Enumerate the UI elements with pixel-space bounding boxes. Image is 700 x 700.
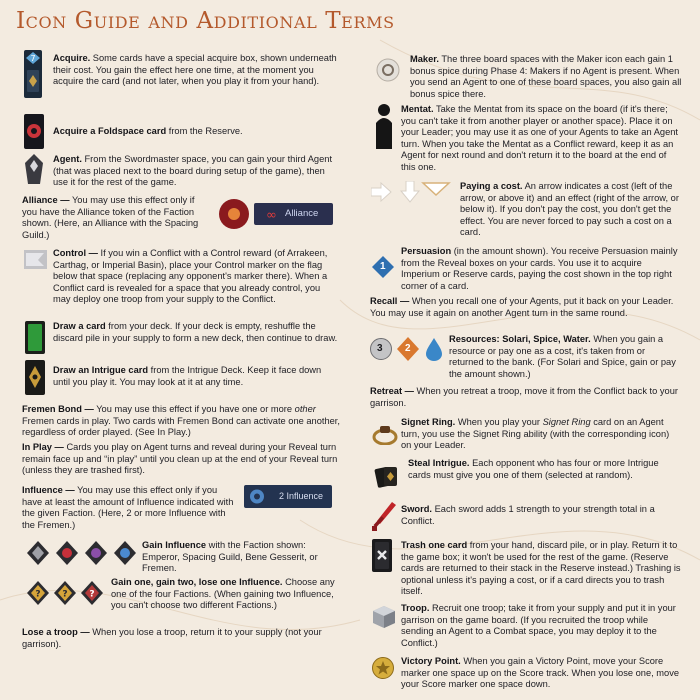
spice-amount: 2 (405, 343, 411, 354)
term-mentat: Mentat. Take the Mentat from its space on the board (if it's there; you can't take it from another player or another space). Place it on your Leader; you may use it as one of your Agents to take an Agent turn. When you take the Mentat as a Conflict reward, keep it as an Agent for next round and don't return it to the board at the end of this one. (401, 104, 679, 172)
term-persuasion: Persuasion (in the amount shown). You receive Persuasion mainly from the Reveal boxes on your cards. You use it to acquire Imperium or Reserve cards, paying the cost shown in the top right corner of a card. (401, 246, 678, 291)
fremen-icon (114, 541, 136, 565)
any-faction-icons (26, 580, 106, 606)
solari-amount: 3 (377, 343, 383, 354)
cost-bracket-icon (423, 183, 449, 195)
persuasion-icon (372, 256, 394, 278)
intrigue-card-icon (25, 360, 45, 395)
victory-point-icon (372, 657, 394, 679)
term-agent: Agent. From the Swordmaster space, you can gain your third Agent (that was placed next to the board during setup of the game), then use it for the rest of the game. (53, 154, 333, 188)
emperor-icon (27, 541, 49, 565)
steal-intrigue-icon (374, 464, 400, 490)
water-icon (426, 338, 442, 361)
term-lose-troop: Lose a troop — When you lose a troop, return it to your supply (not your garrison). (22, 627, 322, 649)
mentat-icon (373, 103, 395, 149)
down-arrow-icon (401, 181, 419, 202)
term-draw-card: Draw a card from your deck. If your deck is empty, reshuffle the discard pile in your supply to form a new deck, then continue to draw. (53, 321, 338, 343)
term-signet-ring: Signet Ring. When you play your Signet Ring card on an Agent turn, you use the Signet Ring ability (with the corresponding icon) on your Leader. (401, 417, 670, 451)
page-title: Icon Guide and Additional Terms (16, 8, 395, 34)
svg-text:?: ? (89, 589, 95, 600)
term-victory-point: Victory Point. When you gain a Victory Point, move your Score marker one space up on the Score track. When you lose one, move your Score marker one space down. (401, 656, 680, 690)
term-fremen-bond: Fremen Bond — You may use this effect if you have one or more other Fremen cards in play. Two cards with Fremen Bond can activate one another, regardless of order played. (See In Play.) (22, 404, 340, 438)
persuasion-badge: 1 (380, 261, 386, 272)
term-paying-cost: Paying a cost. An arrow indicates a cost (left of the arrow, or above it) and an effect (right of the arrow, or below it). If you don't pay the cost, you don't get the effect. You are never forced to pay such a cost on a card. (460, 181, 679, 238)
acquire-card-icon (24, 50, 42, 98)
term-draw-intrigue: Draw an Intrigue card from the Intrigue Deck. Keep it face down until you play it. You may look at it at any time. (53, 365, 322, 387)
term-steal-intrigue: Steal Intrigue. Each opponent who has four or more Intrigue cards must give you one of them (selected at random). (408, 458, 659, 480)
term-resources: Resources: Solari, Spice, Water. When you gain a resource or pay one as a cost, it's taken from or returned to the bank. (For Solari and Spice, gain or pay the amount shown.) (449, 334, 676, 379)
acquire-badge: 7 (30, 54, 36, 63)
agent-icon (25, 154, 43, 184)
control-flag-icon (24, 250, 47, 269)
signet-ring-icon (372, 423, 398, 445)
term-gain-influence: Gain Influence with the Faction shown: Emperor, Spacing Guild, Bene Gesserit, or Fremen. (142, 540, 318, 574)
resource-icons (370, 337, 442, 361)
term-influence: Influence — You may use this effect only if you have at least the amount of Influence indicated with the given Faction. (Here, 2 or more Influence with the Fremen.) (22, 485, 234, 530)
term-maker: Maker. The three board spaces with the Maker icon each gain 1 bonus spice during Phase 4: Makers if no Agent is present. When you send an Agent to one of these board spaces, you also gain all bonus spice there. (410, 54, 682, 99)
term-in-play: In Play — Cards you play on Agent turns and reveal during your Reveal turn remain face up and “in play” until you clean up at the end of your Reveal turn (unless they are trashed first). (22, 442, 338, 476)
bene-gesserit-icon (85, 541, 107, 565)
term-gain-lose-influence: Gain one, gain two, lose one Influence. Choose any one of the four Factions. (When gaining two Influence, you can't choose two different Factions.) (111, 577, 335, 611)
term-control: Control — If you win a Conflict with a Control reward (of Arrakeen, Carthag, or Imperial Basin), place your Control marker on the flag below that space (replacing any opponent's marker there). When a Conflict card is revealed for a space that you already control, you may deploy one troop from your supply to the Conflict. (53, 248, 328, 305)
term-trash: Trash one card from your hand, discard pile, or in play. Return it to the game box; it won't be used for the rest of the game. (Reserve cards are returned to their stack in the Reserve instead.) Trashing is optional unless it's paying a cost, or if a card directs you to trash itself. (401, 540, 681, 597)
svg-text:?: ? (35, 589, 41, 600)
term-troop: Troop. Recruit one troop; take it from your supply and put it in your garrison on the game board. (If you recruited the troop while sending an Agent to a Combat space, you may deploy it to the Conflict.) (401, 603, 676, 648)
foldspace-card-icon (24, 114, 44, 149)
faction-icons (26, 540, 139, 566)
alliance-badge-label: Alliance (285, 208, 319, 219)
alliance-icon (218, 198, 333, 230)
influence-badge-label: 2 Influence (279, 491, 324, 501)
svg-text:∞: ∞ (266, 208, 277, 223)
right-arrow-icon (371, 183, 391, 201)
term-acquire: Acquire. Some cards have a special acquire box, shown underneath their cost. You gain the effect here one time, at the moment you acquire the card (and not later, when you play it from your hand). (53, 53, 337, 87)
influence-icon (244, 485, 332, 508)
term-retreat: Retreat — When you retreat a troop, move it from the Conflict back to your garrison. (370, 386, 678, 408)
troop-icon (372, 605, 396, 629)
trash-card-icon (372, 539, 392, 572)
term-sword: Sword. Each sword adds 1 strength to your strength total in a Conflict. (401, 504, 655, 526)
term-recall: Recall — When you recall one of your Agents, put it back on your Leader. You may use it again on another Agent turn in the same round. (370, 296, 674, 318)
maker-icon (376, 58, 400, 82)
term-alliance: Alliance — You may use this effect only if you have the Alliance token of the Faction shown. (Here, an Alliance with the Spacing Guild.) (22, 195, 199, 240)
svg-text:?: ? (62, 589, 68, 600)
sword-icon (372, 502, 396, 532)
draw-card-icon (25, 321, 45, 354)
arrow-icons (371, 181, 451, 203)
spacing-guild-icon (56, 541, 78, 565)
term-foldspace: Acquire a Foldspace card from the Reserve. (53, 126, 243, 136)
